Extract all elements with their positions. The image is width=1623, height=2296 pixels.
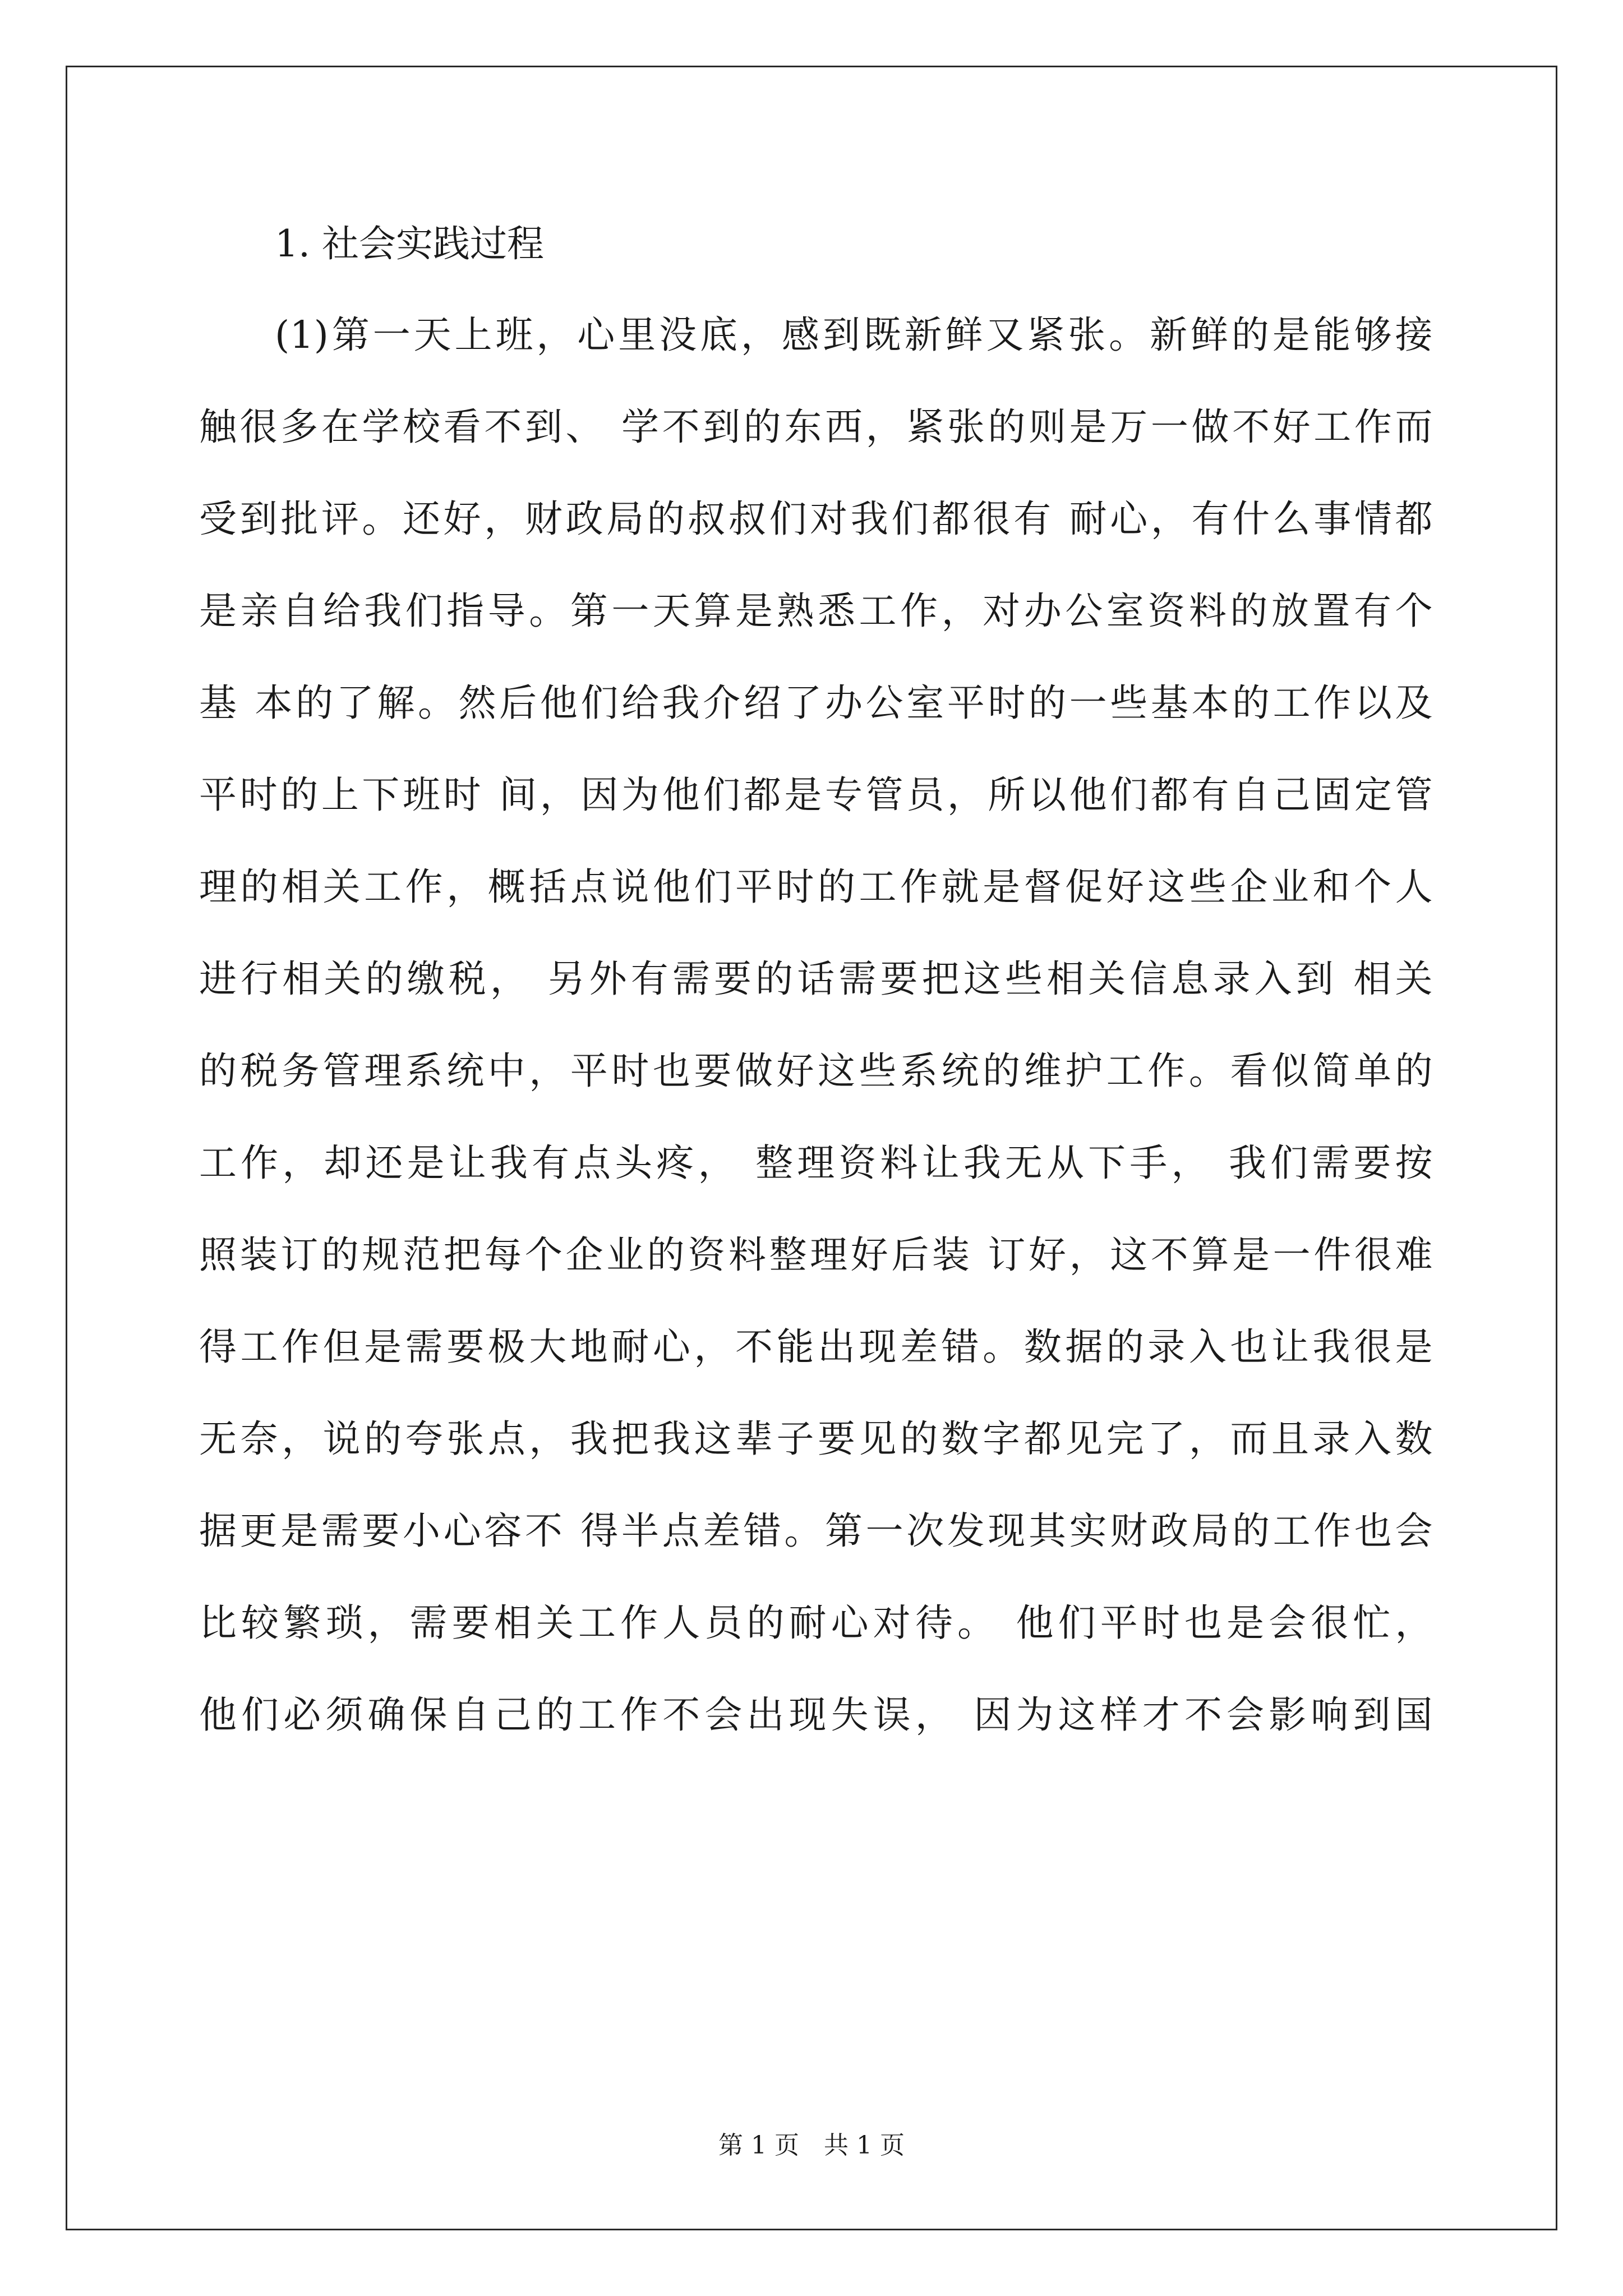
paragraph-line: 比较繁琐，需要相关工作人员的耐心对待。 他们平时也是会很忙，	[199, 1601, 1433, 1645]
paragraph	[199, 289, 1433, 1761]
section-heading: 1. 社会实践过程	[275, 222, 544, 265]
paragraph-line: 得工作但是需要极大地耐心，不能出现差错。数据的录入也让我很是	[199, 1325, 1433, 1369]
paragraph-line: 触很多在学校看不到、 学不到的东西，紧张的则是万一做不好工作而	[199, 405, 1433, 449]
paragraph-line: 进行相关的缴税， 另外有需要的话需要把这些相关信息录入到 相关	[199, 957, 1433, 1001]
paragraph-line: 工作，却还是让我有点头疼， 整理资料让我无从下手， 我们需要按	[199, 1141, 1433, 1185]
document-body	[199, 216, 1433, 1761]
page-footer: 第 1 页 共 1 页	[718, 2131, 905, 2160]
paragraph-line: 理的相关工作，概括点说他们平时的工作就是督促好这些企业和个人	[199, 865, 1433, 909]
paragraph-line: 平时的上下班时 间，因为他们都是专管员，所以他们都有自己固定管	[199, 773, 1433, 817]
paragraph-line: 无奈，说的夸张点，我把我这辈子要见的数字都见完了，而且录入数	[199, 1417, 1433, 1461]
paragraph-line: 据更是需要小心容不 得半点差错。第一次发现其实财政局的工作也会	[199, 1509, 1433, 1553]
paragraph-line: 是亲自给我们指导。第一天算是熟悉工作，对办公室资料的放置有个	[199, 589, 1433, 633]
paragraph-line: 他们必须确保自己的工作不会出现失误， 因为这样才不会影响到国	[199, 1693, 1433, 1737]
paragraph-line: 基 本的了解。然后他们给我介绍了办公室平时的一些基本的工作以及	[199, 681, 1433, 725]
paragraph-line: 受到批评。还好，财政局的叔叔们对我们都很有 耐心，有什么事情都	[199, 497, 1433, 541]
paragraph-line: 照装订的规范把每个企业的资料整理好后装 订好，这不算是一件很难	[199, 1233, 1433, 1277]
paragraph-line: (1)第一天上班，心里没底，感到既新鲜又紧张。新鲜的是能够接	[275, 313, 1433, 357]
paragraph-line: 的税务管理系统中，平时也要做好这些系统的维护工作。看似简单的	[199, 1049, 1433, 1093]
